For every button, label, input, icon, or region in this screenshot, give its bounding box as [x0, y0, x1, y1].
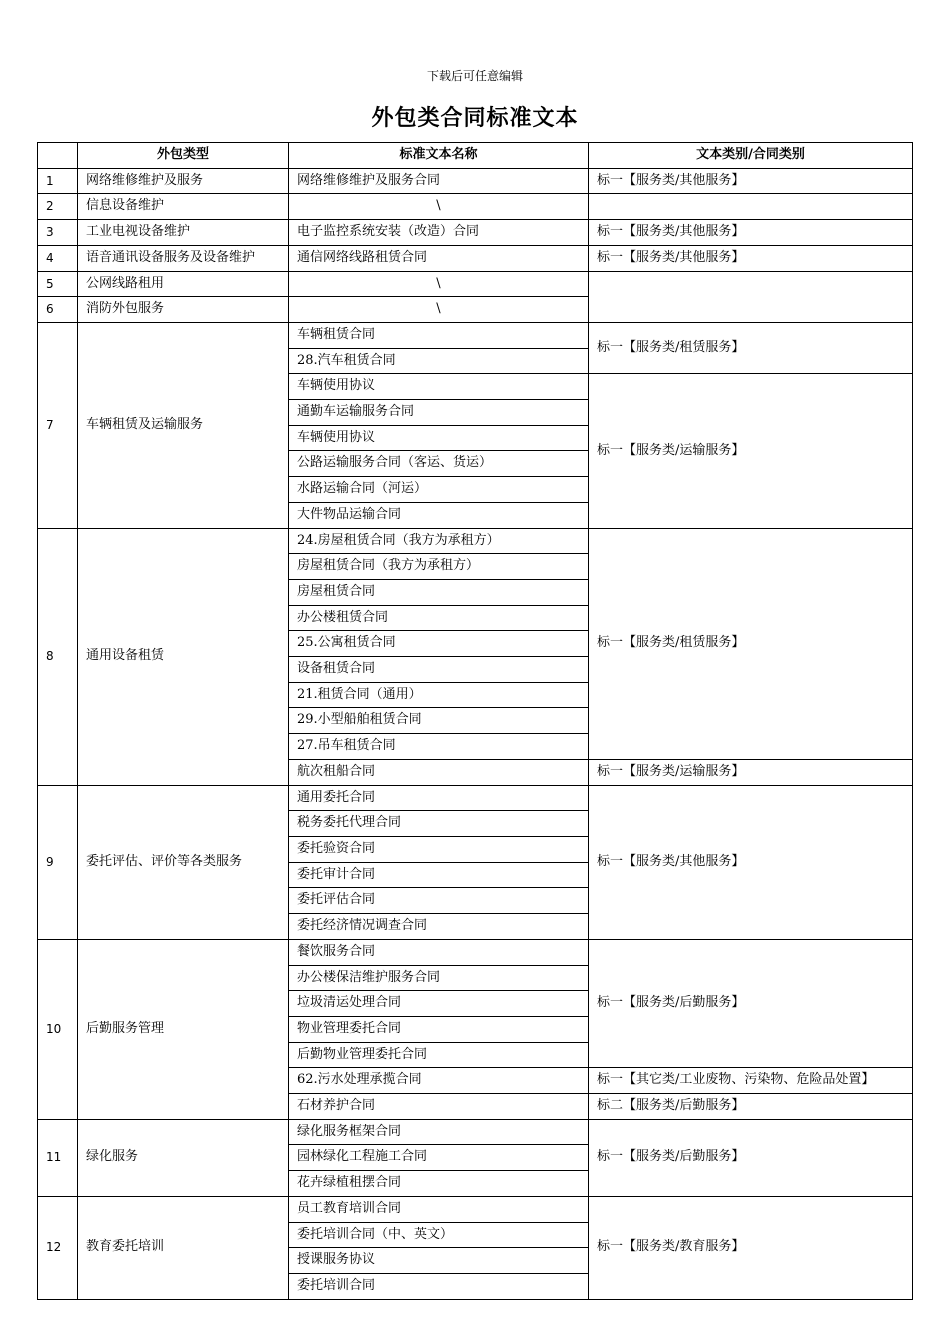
header-text-category: 文本类别/合同类别 — [589, 143, 913, 169]
category-cell: 标一【其它类/工业废物、污染物、危险品处置】 — [589, 1068, 913, 1094]
header-seq — [38, 143, 78, 169]
table-row — [38, 194, 913, 220]
type-cell: 通用设备租赁 — [78, 528, 289, 785]
seq-cell: 7 — [38, 322, 78, 528]
name-cell: 网络维修维护及服务合同 — [289, 168, 589, 194]
category-cell: 标一【服务类/教育服务】 — [589, 1196, 913, 1299]
table-row — [38, 271, 913, 297]
type-cell: 委托评估、评价等各类服务 — [78, 785, 289, 939]
name-cell: 电子监控系统安装（改造）合同 — [289, 220, 589, 246]
type-cell: 公网线路租用 — [78, 271, 289, 297]
category-cell — [589, 271, 913, 322]
table-row — [38, 1196, 913, 1222]
name-cell: \ — [289, 271, 589, 297]
table-header-row — [38, 143, 913, 169]
category-cell: 标一【服务类/其他服务】 — [589, 785, 913, 939]
category-cell: 标二【服务类/后勤服务】 — [589, 1094, 913, 1120]
name-cell: 委托评估合同 — [289, 888, 589, 914]
name-cell: 委托验资合同 — [289, 836, 589, 862]
seq-cell: 12 — [38, 1196, 78, 1299]
category-cell — [589, 194, 913, 220]
name-cell: 园林绿化工程施工合同 — [289, 1145, 589, 1171]
name-cell: 62.污水处理承揽合同 — [289, 1068, 589, 1094]
table-row — [38, 528, 913, 554]
name-cell: 后勤物业管理委托合同 — [289, 1042, 589, 1068]
seq-cell: 11 — [38, 1119, 78, 1196]
name-cell: 石材养护合同 — [289, 1094, 589, 1120]
name-cell: 大件物品运输合同 — [289, 502, 589, 528]
type-cell: 后勤服务管理 — [78, 939, 289, 1119]
category-cell: 标一【服务类/租赁服务】 — [589, 528, 913, 759]
seq-cell: 10 — [38, 939, 78, 1119]
seq-cell: 4 — [38, 245, 78, 271]
table-row — [38, 939, 913, 965]
category-cell: 标一【服务类/其他服务】 — [589, 245, 913, 271]
seq-cell: 2 — [38, 194, 78, 220]
name-cell: 通信网络线路租赁合同 — [289, 245, 589, 271]
name-cell: 委托培训合同（中、英文） — [289, 1222, 589, 1248]
name-cell: 委托经济情况调查合同 — [289, 914, 589, 940]
category-cell: 标一【服务类/租赁服务】 — [589, 322, 913, 373]
name-cell: 授课服务协议 — [289, 1248, 589, 1274]
name-cell: 车辆使用协议 — [289, 425, 589, 451]
category-cell: 标一【服务类/运输服务】 — [589, 759, 913, 785]
type-cell: 信息设备维护 — [78, 194, 289, 220]
name-cell: 办公楼租赁合同 — [289, 605, 589, 631]
table-row — [38, 245, 913, 271]
name-cell: 物业管理委托合同 — [289, 1016, 589, 1042]
category-cell: 标一【服务类/其他服务】 — [589, 220, 913, 246]
name-cell: \ — [289, 194, 589, 220]
contract-table — [37, 142, 913, 1300]
name-cell: 27.吊车租赁合同 — [289, 734, 589, 760]
type-cell: 消防外包服务 — [78, 297, 289, 323]
seq-cell: 6 — [38, 297, 78, 323]
name-cell: 29.小型船舶租赁合同 — [289, 708, 589, 734]
name-cell: 28.汽车租赁合同 — [289, 348, 589, 374]
seq-cell: 1 — [38, 168, 78, 194]
name-cell: 房屋租赁合同 — [289, 579, 589, 605]
category-cell: 标一【服务类/其他服务】 — [589, 168, 913, 194]
table-row — [38, 168, 913, 194]
name-cell: 花卉绿植租摆合同 — [289, 1171, 589, 1197]
category-cell: 标一【服务类/后勤服务】 — [589, 1119, 913, 1196]
name-cell: 21.租赁合同（通用） — [289, 682, 589, 708]
name-cell: 委托审计合同 — [289, 862, 589, 888]
seq-cell: 5 — [38, 271, 78, 297]
table-row — [38, 322, 913, 348]
name-cell: 24.房屋租赁合同（我方为承租方） — [289, 528, 589, 554]
category-cell: 标一【服务类/运输服务】 — [589, 374, 913, 528]
name-cell: 航次租船合同 — [289, 759, 589, 785]
header-outsource-type: 外包类型 — [78, 143, 289, 169]
name-cell: 垃圾清运处理合同 — [289, 991, 589, 1017]
header-standard-text-name: 标准文本名称 — [289, 143, 589, 169]
table-row — [38, 220, 913, 246]
name-cell: 餐饮服务合同 — [289, 939, 589, 965]
name-cell: 绿化服务框架合同 — [289, 1119, 589, 1145]
watermark-text: 下载后可任意编辑 — [426, 69, 523, 83]
type-cell: 绿化服务 — [78, 1119, 289, 1196]
type-cell: 教育委托培训 — [78, 1196, 289, 1299]
name-cell: 公路运输服务合同（客运、货运） — [289, 451, 589, 477]
name-cell: 税务委托代理合同 — [289, 811, 589, 837]
name-cell: 通用委托合同 — [289, 785, 589, 811]
document-title: 外包类合同标准文本 — [371, 105, 579, 131]
name-cell: 设备租赁合同 — [289, 657, 589, 683]
table-row — [38, 1119, 913, 1145]
type-cell: 网络维修维护及服务 — [78, 168, 289, 194]
name-cell: 车辆使用协议 — [289, 374, 589, 400]
name-cell: 25.公寓租赁合同 — [289, 631, 589, 657]
name-cell: 委托培训合同 — [289, 1273, 589, 1299]
name-cell: 房屋租赁合同（我方为承租方） — [289, 554, 589, 580]
name-cell: 办公楼保洁维护服务合同 — [289, 965, 589, 991]
name-cell: 通勤车运输服务合同 — [289, 400, 589, 426]
name-cell: 车辆租赁合同 — [289, 322, 589, 348]
seq-cell: 9 — [38, 785, 78, 939]
name-cell: 水路运输合同（河运） — [289, 477, 589, 503]
category-cell: 标一【服务类/后勤服务】 — [589, 939, 913, 1068]
seq-cell: 8 — [38, 528, 78, 785]
type-cell: 语音通讯设备服务及设备维护 — [78, 245, 289, 271]
seq-cell: 3 — [38, 220, 78, 246]
type-cell: 车辆租赁及运输服务 — [78, 322, 289, 528]
name-cell: \ — [289, 297, 589, 323]
type-cell: 工业电视设备维护 — [78, 220, 289, 246]
table-row — [38, 785, 913, 811]
name-cell: 员工教育培训合同 — [289, 1196, 589, 1222]
